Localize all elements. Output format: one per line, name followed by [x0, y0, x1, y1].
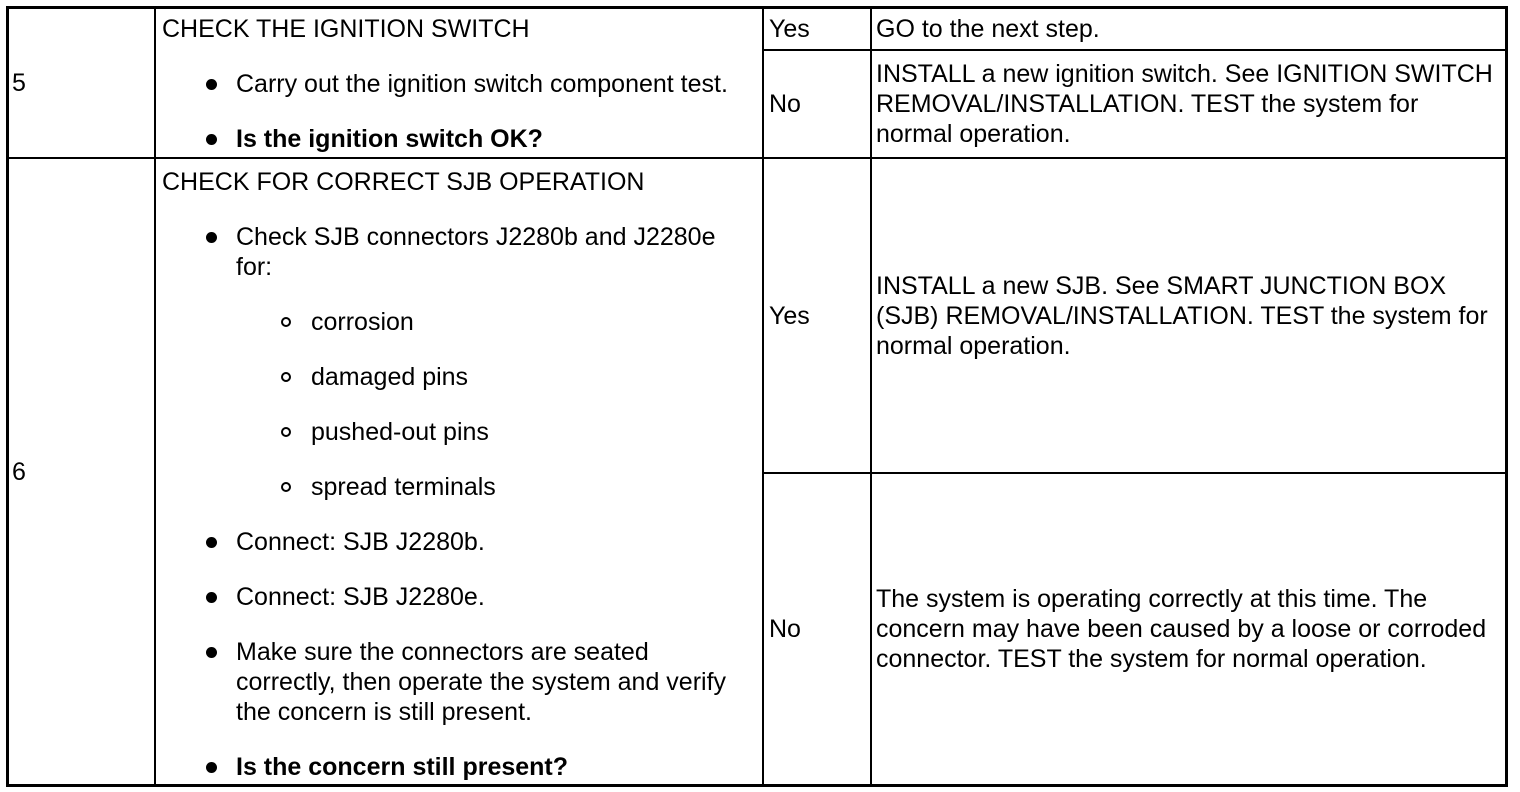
circle-bullet-icon	[281, 372, 291, 382]
step-number-cell	[9, 159, 154, 784]
no-label-cell	[764, 474, 870, 784]
no-result-cell	[872, 51, 1505, 157]
bullet-icon	[206, 134, 217, 145]
step-number: 6	[12, 457, 26, 486]
bullet-icon	[206, 537, 217, 548]
question-item	[162, 124, 756, 154]
question-item	[162, 752, 756, 782]
check-item-text: Check SJB connectors J2280b and J2280e for:	[236, 223, 716, 281]
yes-label: Yes	[769, 15, 810, 43]
circle-bullet-icon	[281, 317, 291, 327]
yes-label-cell	[764, 159, 870, 472]
inspection-item	[162, 417, 756, 447]
check-item	[162, 637, 756, 727]
step-number: 5	[12, 69, 26, 97]
inspection-item-text: spread terminals	[311, 473, 496, 501]
bullet-icon	[206, 762, 217, 773]
step-action-cell	[156, 9, 762, 157]
yes-result: GO to the next step.	[876, 15, 1100, 43]
circle-bullet-icon	[281, 427, 291, 437]
inspection-item	[162, 472, 756, 502]
no-label: No	[769, 90, 801, 118]
no-label-cell	[764, 51, 870, 157]
inspection-item-text: pushed-out pins	[311, 418, 489, 446]
inspection-item-text: corrosion	[311, 308, 414, 336]
yes-result-cell	[872, 9, 1505, 49]
question-text: Is the concern still present?	[236, 753, 569, 781]
inspection-item-text: damaged pins	[311, 363, 469, 391]
check-item	[162, 69, 756, 99]
bullet-icon	[206, 592, 217, 603]
check-item	[162, 222, 756, 282]
inspection-item	[162, 362, 756, 392]
step-heading: CHECK THE IGNITION SWITCH	[162, 15, 530, 43]
no-result: INSTALL a new ignition switch. See IGNITION SWITCH REMOVAL/INSTALLATION. TEST the system for normal operation.	[876, 60, 1493, 148]
no-result-cell	[872, 474, 1505, 784]
question-text: Is the ignition switch OK?	[236, 125, 543, 153]
bullet-icon	[206, 79, 217, 90]
check-item	[162, 582, 756, 612]
bullet-icon	[206, 647, 217, 658]
check-item-text: Make sure the connectors are seated correctly, then operate the system and verify the concern is still present.	[236, 638, 727, 726]
yes-label-cell	[764, 9, 870, 49]
check-item-text: Connect: SJB J2280b.	[236, 528, 485, 556]
circle-bullet-icon	[281, 482, 291, 492]
check-item	[162, 527, 756, 557]
step-action-cell	[156, 159, 762, 784]
yes-label: Yes	[769, 301, 810, 330]
check-item-text: Carry out the ignition switch component test.	[236, 70, 728, 98]
no-label: No	[769, 615, 801, 643]
step-heading: CHECK FOR CORRECT SJB OPERATION	[162, 168, 645, 196]
check-item-text: Connect: SJB J2280e.	[236, 583, 485, 611]
no-result: The system is operating correctly at this time. The concern may have been caused by a loose or corroded connector. TEST the system for normal operation.	[876, 585, 1487, 673]
yes-result-cell	[872, 159, 1505, 472]
yes-result: INSTALL a new SJB. See SMART JUNCTION BOX (SJB) REMOVAL/INSTALLATION. TEST the system for normal operation.	[876, 271, 1488, 360]
inspection-item	[162, 307, 756, 337]
step-number-cell	[9, 9, 154, 157]
bullet-icon	[206, 232, 217, 243]
